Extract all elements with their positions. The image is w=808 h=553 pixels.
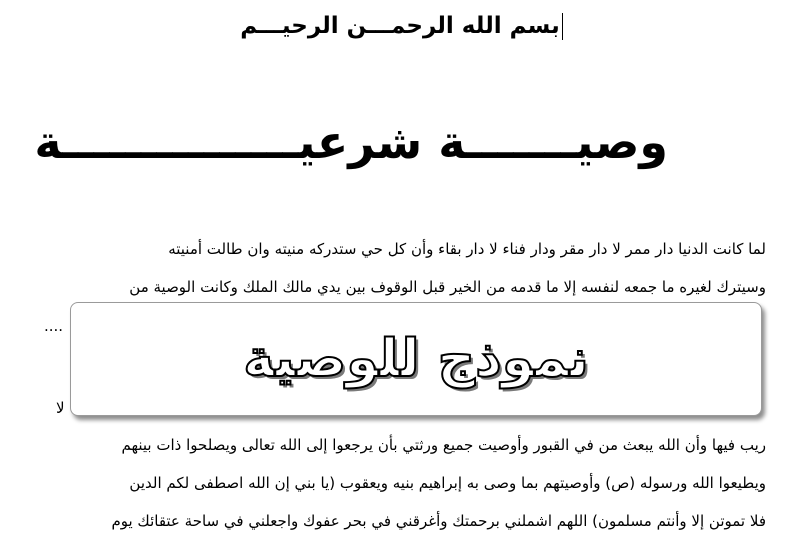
- body-line-2: وسيترك لغيره ما جمعه لنفسه إلا ما قدمه من الخير قبل الوقوف بين يدي مالك الملك وكانت الوصية من: [129, 278, 766, 296]
- body-line-3: ريب فيها وأن الله يبعث من في القبور وأوصيت جميع ورثتي بأن يرجعوا إلى الله تعالى ويصلحوا ذات بينهم: [121, 436, 766, 454]
- body-line-4: ويطيعوا الله ورسوله (ص) وأوصيتهم بما وصى به إبراهيم بنيه ويعقوب (يا بني إن الله اصطفى لكم الدين: [129, 474, 766, 492]
- sample-banner: [70, 302, 762, 416]
- ellipsis-dots: ....: [44, 317, 64, 335]
- sample-banner-text: نموذج للوصية: [243, 329, 589, 389]
- bismillah-heading: بسم الله الرحمـــن الرحيـــم: [240, 13, 560, 39]
- body-line-5: فلا تموتن إلا وأنتم مسلمون) اللهم اشملني برحمتك وأغرقني في بحر عفوك واجعلني في ساحة عتقائك يوم: [111, 512, 766, 530]
- document-title: وصيـــــــة شرعيـــــــــــــــة: [34, 115, 668, 169]
- partial-word: لا: [56, 399, 65, 417]
- body-line-1: لما كانت الدنيا دار ممر لا دار مقر ودار فناء لا دار بقاء وأن كل حي ستدركه منيته وان طالت أمنيته: [168, 240, 766, 258]
- text-cursor: [562, 13, 563, 40]
